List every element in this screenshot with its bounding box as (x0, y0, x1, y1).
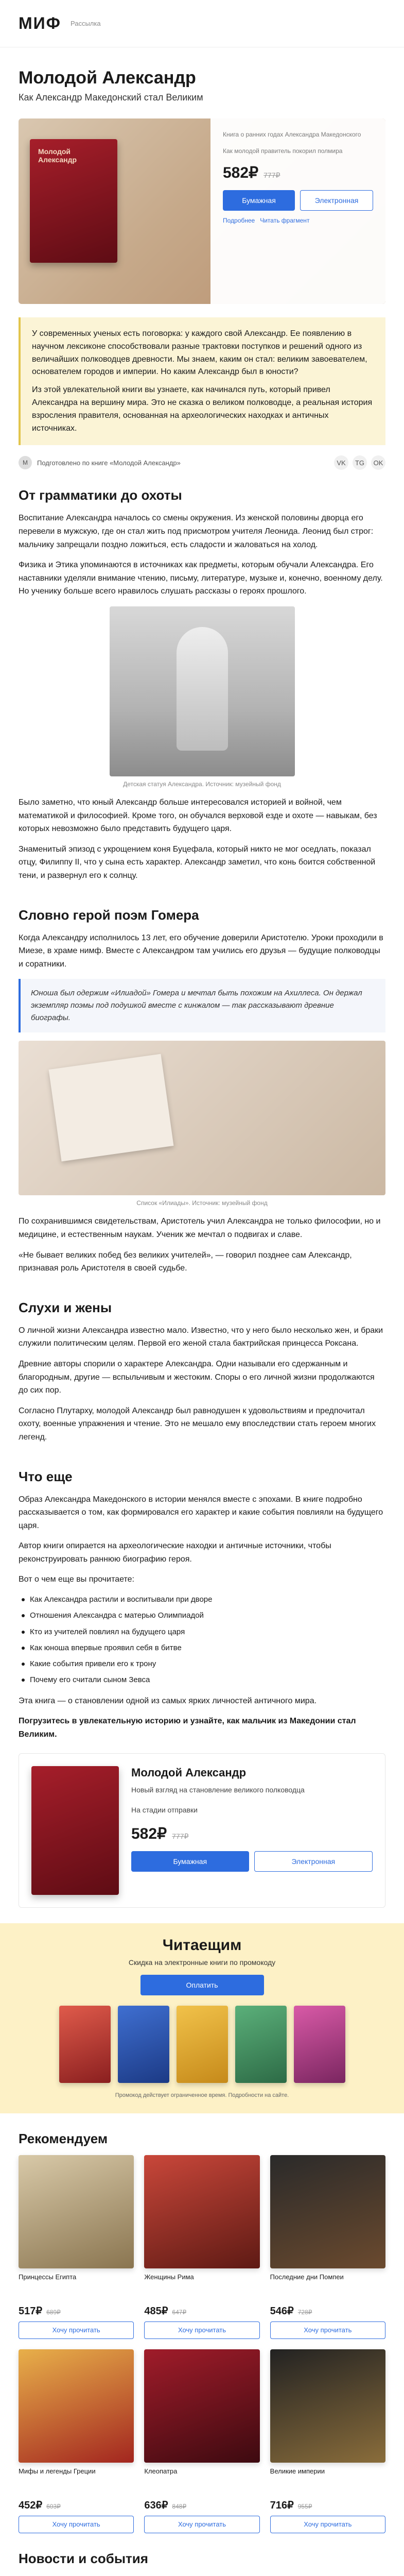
hero-price-row (223, 164, 373, 182)
page-title: Молодой Александр (19, 68, 196, 88)
recommend-price-old: 848₽ (172, 2502, 187, 2510)
recommend-item (144, 2155, 259, 2339)
hero-price: 582₽ (223, 164, 259, 182)
paragraph: Образ Александра Македонского в истории менялся вместе с эпохами. В книге подробно рассказывается о том, как формировался его характер и какие события повлияли на будущего царя. (19, 1495, 383, 1530)
intro-box (19, 317, 385, 445)
recommend-item (19, 2155, 134, 2339)
section-recommend (0, 2113, 404, 2533)
product-info (131, 1766, 373, 1895)
section-title: Что еще (19, 1468, 73, 1484)
recommend-price-row (19, 2304, 134, 2317)
product-buttons (131, 1851, 373, 1872)
recommend-price-row (144, 2499, 259, 2512)
paragraph: Физика и Этика упоминаются в источниках как предметы, которым обучали Александра. Его наставники уделяли внимание чтению, письму, литературе, музыке и, конечно, военному делу. Но ученику больше всего нравилось слушать рассказы о героях прошлого. (19, 561, 383, 596)
recommend-cover[interactable] (144, 2349, 259, 2463)
promo-banner (0, 1923, 404, 2113)
list-item: Отношения Александра с матерью Олимпиадой (19, 1609, 385, 1621)
recommend-price-old: 955₽ (297, 2502, 312, 2510)
section-news (0, 2533, 404, 2576)
paragraph: Эта книга — о становлении одной из самых ярких личностей античного мира. (19, 1696, 317, 1705)
product-title[interactable]: Молодой Александр (131, 1766, 247, 1780)
recommend-name[interactable]: Последние дни Помпеи (270, 2273, 344, 2281)
recommend-cover[interactable] (19, 2349, 134, 2463)
quote-box: Юноша был одержим «Илиадой» Гомера и мечтал быть похожим на Ахиллеса. Он держал экземпляр поэмы под подушкой вместе с кинжалом — так рассказывают древние биографы. (19, 979, 385, 1032)
share-row (19, 455, 385, 470)
section-homer (0, 890, 404, 1275)
hero-book-cover[interactable] (30, 139, 117, 263)
section-title: Рекомендуем (19, 2130, 108, 2146)
banner-text: Скидка на электронные книги по промокоду (128, 1958, 276, 1967)
recommend-price-old: 728₽ (297, 2308, 312, 2316)
recommend-price: 517₽ (19, 2305, 43, 2317)
recommend-cover[interactable] (19, 2155, 134, 2268)
section-grammar (0, 470, 404, 882)
product-price-row (131, 1825, 373, 1843)
vk-share-icon[interactable]: VK (334, 455, 348, 470)
banner-book-cover[interactable] (294, 2006, 345, 2083)
product-note: На стадии отправки (131, 1806, 198, 1815)
recommend-button[interactable]: Хочу прочитать (270, 2516, 385, 2533)
list-item: Почему его считали сыном Зевса (19, 1674, 385, 1686)
list-intro: Вот о чем еще вы прочитаете: (19, 1575, 134, 1584)
recommend-button[interactable]: Хочу прочитать (19, 2516, 134, 2533)
recommend-item (270, 2155, 385, 2339)
recommend-price-old: 689₽ (46, 2308, 61, 2316)
title-block (0, 47, 404, 109)
buy-ebook-button[interactable]: Электронная (300, 190, 373, 211)
paragraph: Воспитание Александра началось со смены окружения. Из женской половины дворца его перевели в мужскую, где он стал жить под присмотром учителя Леонида. Леонид был строг: мальчику запрещали поздно ложиться, есть сладости и жаловаться на холод. (19, 514, 374, 549)
section-title: Новости и события (19, 2550, 148, 2566)
telegram-share-icon[interactable]: TG (353, 455, 367, 470)
paragraph: По сохранившимся свидетельствам, Аристотель учил Александра не только философии, но и медицине, и естественным наукам. Ученик же мечтал о подвигах и славе. (19, 1217, 381, 1239)
hero-buttons (223, 190, 373, 211)
section-title: Слухи и жены (19, 1299, 112, 1315)
hero-note-1: Книга о ранних годах Александра Македонского (223, 131, 361, 139)
banner-title: Читаещим (162, 1937, 242, 1954)
list-item: Как юноша впервые проявил себя в битве (19, 1642, 385, 1654)
section-title: Словно герой поэм Гомера (19, 907, 199, 923)
recommend-button[interactable]: Хочу прочитать (144, 2321, 259, 2339)
paragraph-bold: Погрузитесь в увлекательную историю и узнайте, как мальчик из Македонии стал Великим. (19, 1717, 356, 1739)
figure-caption: Детская статуя Александра. Источник: музейный фонд (123, 781, 281, 788)
author-avatar: М (19, 456, 32, 469)
recommend-button[interactable]: Хочу прочитать (144, 2516, 259, 2533)
product-buy-ebook-button[interactable]: Электронная (254, 1851, 373, 1872)
product-card (19, 1753, 385, 1908)
logo-subtitle: Рассылка (70, 20, 101, 27)
list-item: Как Александра растили и воспитывали при дворе (19, 1594, 385, 1605)
header (0, 0, 404, 47)
recommend-item (19, 2349, 134, 2533)
recommend-price: 716₽ (270, 2499, 294, 2511)
hero-price-old: 777₽ (264, 171, 280, 180)
section-rumors (0, 1282, 404, 1444)
paragraph: «Не бывает великих побед без великих учителей», — говорил позднее сам Александр, признавая роль Аристотеля в своей судьбе. (19, 1250, 352, 1273)
recommend-price-old: 603₽ (46, 2502, 61, 2510)
logo[interactable]: МИФ (19, 14, 61, 32)
recommend-name[interactable]: Клеопатра (144, 2467, 178, 2475)
paragraph: Автор книги опирается на археологические находки и античные источники, чтобы реконструировать раннюю биографию героя. (19, 1541, 331, 1564)
recommend-price-row (270, 2499, 385, 2512)
page-subtitle: Как Александр Македонский стал Великим (19, 92, 203, 103)
recommend-price: 452₽ (19, 2499, 43, 2511)
banner-book-cover[interactable] (177, 2006, 228, 2083)
section-title: От грамматики до охоты (19, 487, 182, 503)
hero-links (223, 217, 373, 224)
paragraph: Древние авторы спорили о характере Александра. Одни называли его сдержанным и благородным, другие — вспыльчивым и жестоким. Споры о его личной жизни продолжаются до сих пор. (19, 1359, 375, 1395)
hero-price-panel (210, 118, 385, 304)
banner-book-cover[interactable] (235, 2006, 287, 2083)
paragraph: Когда Александру исполнилось 13 лет, его обучение доверили Аристотелю. Уроки проходили в Миезе, в храме нимф. Вместе с Александром там учились его друзья — будущие полководцы и соратники. (19, 933, 383, 969)
recommend-cover[interactable] (270, 2349, 385, 2463)
recommend-name[interactable]: Женщины Рима (144, 2273, 194, 2281)
share-icons (334, 455, 385, 470)
recommend-price-row (144, 2304, 259, 2317)
recommend-name[interactable]: Принцессы Египта (19, 2273, 77, 2281)
share-author-text: Подготовлено по книге «Молодой Александр» (37, 459, 181, 467)
recommend-item (270, 2349, 385, 2533)
paragraph: Знаменитый эпизод с укрощением коня Буцефала, который никто не мог оседлать, показал отцу, Филиппу II, что у сына есть характер. Александр заметил, что конь боится собственной тени, и развернул его к солнцу. (19, 844, 376, 880)
hero-link-fragment[interactable]: Читать фрагмент (260, 217, 310, 225)
recommend-price-row (270, 2304, 385, 2317)
banner-note: Промокод действует ограниченное время. Подробности на сайте. (115, 2092, 289, 2099)
intro-paragraph-2: Из этой увлекательной книги вы узнаете, как начинался путь, который привел Александра на вершину мира. Это не сказка о великом полководце, а реальная история взросления правителя, основанная на археологических находках и античных источниках. (32, 385, 373, 433)
product-cover[interactable] (31, 1766, 119, 1895)
recommend-name[interactable]: Великие империи (270, 2467, 325, 2475)
recommend-item (144, 2349, 259, 2533)
bullet-list (19, 1594, 385, 1686)
product-price-old: 777₽ (172, 1832, 189, 1841)
list-item: Кто из учителей повлиял на будущего царя (19, 1626, 385, 1638)
statue-image (110, 606, 295, 776)
product-buy-paper-button[interactable]: Бумажная (131, 1851, 249, 1872)
banner-book-cover[interactable] (59, 2006, 111, 2083)
banner-button[interactable]: Оплатить (140, 1975, 264, 1995)
hero-book-text: Молодой Александр (38, 147, 77, 164)
banner-book-cover[interactable] (118, 2006, 169, 2083)
recommend-price: 546₽ (270, 2305, 294, 2317)
section-more (0, 1451, 404, 1741)
recommend-price-row (19, 2499, 134, 2512)
list-item: Какие события привели его к трону (19, 1658, 385, 1670)
buy-paper-button[interactable]: Бумажная (223, 190, 295, 211)
intro-paragraph-1: У современных ученых есть поговорка: у каждого свой Александр. Ее появлению в научном лексиконе способствовали разные трактовки поступков и решений одного из величайших полководцев древности. Мы знаем, каким он стал: великим завоевателем, основателем городов и империи. Но каким Александр был в юности? (32, 329, 367, 377)
paragraph: О личной жизни Александра известно мало. Известно, что у него было несколько жен, и браки служили политическим целям. Первой его женой стала бактрийская принцесса Роксана. (19, 1326, 383, 1348)
recommend-cover[interactable] (144, 2155, 259, 2268)
recommend-price-old: 647₽ (172, 2308, 187, 2316)
recommend-price: 636₽ (144, 2499, 168, 2511)
paragraph: Было заметно, что юный Александр больше интересовался историей и войной, чем математикой и философией. Кроме того, он обучался верховой езде и охоте — навыкам, без которых невозможно было представить будущего царя. (19, 798, 377, 834)
recommend-button[interactable]: Хочу прочитать (19, 2321, 134, 2339)
recommend-cover[interactable] (270, 2155, 385, 2268)
hero-note-2: Как молодой правитель покорил полмира (223, 147, 343, 155)
hero-image (19, 118, 385, 304)
figure-statue (19, 606, 385, 788)
recommend-button[interactable]: Хочу прочитать (270, 2321, 385, 2339)
paragraph: Согласно Плутарху, молодой Александр был равнодушен к удовольствиям и предпочитал охоту, военные упражнения и чтение. Это не мешало ему впоследствии стать героем многих легенд. (19, 1406, 376, 1442)
hero-link-more[interactable]: Подробнее (223, 217, 255, 225)
recommend-grid (19, 2155, 385, 2533)
figure-book (19, 1041, 385, 1207)
product-price: 582₽ (131, 1825, 167, 1843)
recommend-price: 485₽ (144, 2305, 168, 2317)
book-image (19, 1041, 385, 1195)
banner-books (19, 2006, 385, 2083)
ok-share-icon[interactable]: OK (371, 455, 385, 470)
figure-caption: Список «Илиады». Источник: музейный фонд (136, 1199, 268, 1207)
product-desc: Новый взгляд на становление великого полководца (131, 1786, 305, 1794)
recommend-name[interactable]: Мифы и легенды Греции (19, 2467, 96, 2475)
